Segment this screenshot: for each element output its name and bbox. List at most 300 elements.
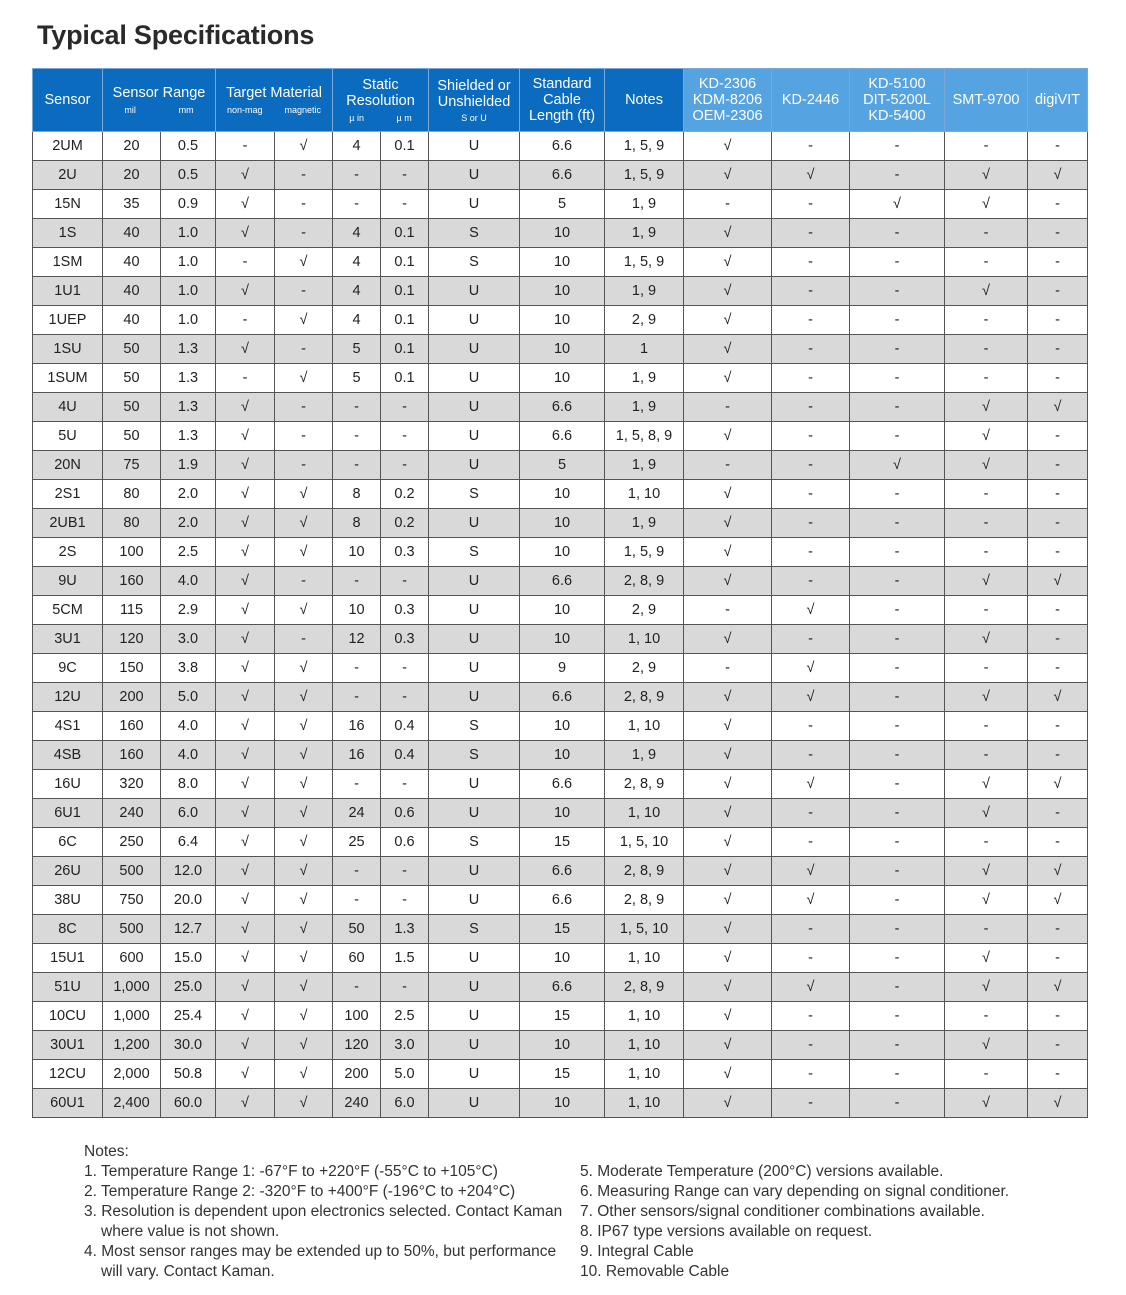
cell-magnetic: √ <box>275 712 333 741</box>
notes-heading: Notes: <box>84 1143 129 1160</box>
cell-range-mm: 60.0 <box>161 1089 216 1118</box>
cell-kd-5100: - <box>850 973 945 1002</box>
cell-kd-2446: - <box>772 306 850 335</box>
cell-shielded: U <box>429 509 520 538</box>
cell-range-mm: 1.9 <box>161 451 216 480</box>
cell-kd-2446: - <box>772 1089 850 1118</box>
cell-kd-2446: - <box>772 335 850 364</box>
notes-left <box>84 1142 564 1282</box>
cell-notes: 1, 9 <box>605 509 684 538</box>
cell-kd-5100: - <box>850 683 945 712</box>
cell-range-mil: 40 <box>103 219 161 248</box>
cell-res-uin: - <box>333 857 381 886</box>
cell-nonmag: √ <box>216 422 275 451</box>
table-row <box>33 596 1088 625</box>
cell-kd-2446: √ <box>772 654 850 683</box>
table-row <box>33 770 1088 799</box>
cell-shielded: U <box>429 596 520 625</box>
cell-shielded: U <box>429 625 520 654</box>
cell-res-uin: 4 <box>333 132 381 161</box>
note-8: 8. IP67 type versions available on request. <box>580 1223 873 1240</box>
cell-res-um: 3.0 <box>381 1031 429 1060</box>
cell-range-mm: 1.3 <box>161 422 216 451</box>
header-cable-length: Standard Cable Length (ft) <box>520 69 605 132</box>
cell-cable-length: 5 <box>520 190 605 219</box>
cell-res-um: - <box>381 770 429 799</box>
cell-sensor: 15N <box>33 190 103 219</box>
cell-res-uin: - <box>333 683 381 712</box>
cell-notes: 1, 9 <box>605 393 684 422</box>
cell-notes: 1, 10 <box>605 480 684 509</box>
cell-nonmag: √ <box>216 393 275 422</box>
cell-smt-9700: - <box>945 480 1028 509</box>
cell-kd-5100: - <box>850 364 945 393</box>
cell-cable-length: 6.6 <box>520 567 605 596</box>
header-target-material: Target Material non-mag magnetic <box>216 69 333 132</box>
cell-notes: 1, 9 <box>605 741 684 770</box>
cell-range-mil: 1,200 <box>103 1031 161 1060</box>
cell-smt-9700: √ <box>945 190 1028 219</box>
cell-shielded: U <box>429 393 520 422</box>
cell-res-uin: 120 <box>333 1031 381 1060</box>
table-row <box>33 799 1088 828</box>
cell-range-mil: 50 <box>103 335 161 364</box>
cell-range-mm: 12.7 <box>161 915 216 944</box>
cell-kd-5100: - <box>850 596 945 625</box>
cell-res-uin: 60 <box>333 944 381 973</box>
cell-range-mil: 50 <box>103 364 161 393</box>
cell-kd-2306: - <box>684 596 772 625</box>
cell-res-um: 0.6 <box>381 799 429 828</box>
cell-res-um: 1.3 <box>381 915 429 944</box>
cell-res-uin: 8 <box>333 509 381 538</box>
cell-kd-2446: - <box>772 712 850 741</box>
cell-shielded: U <box>429 857 520 886</box>
cell-range-mil: 40 <box>103 277 161 306</box>
cell-nonmag: √ <box>216 886 275 915</box>
cell-shielded: S <box>429 741 520 770</box>
cell-kd-2306: √ <box>684 944 772 973</box>
cell-notes: 1, 5, 10 <box>605 828 684 857</box>
cell-res-um: 0.1 <box>381 335 429 364</box>
cell-nonmag: √ <box>216 654 275 683</box>
cell-kd-2306: √ <box>684 770 772 799</box>
cell-digivit: - <box>1028 364 1088 393</box>
cell-shielded: U <box>429 1031 520 1060</box>
cell-res-um: - <box>381 393 429 422</box>
cell-res-uin: - <box>333 886 381 915</box>
cell-cable-length: 10 <box>520 538 605 567</box>
cell-kd-5100: - <box>850 480 945 509</box>
cell-sensor: 51U <box>33 973 103 1002</box>
cell-nonmag: √ <box>216 219 275 248</box>
cell-range-mil: 500 <box>103 857 161 886</box>
cell-kd-2446: - <box>772 741 850 770</box>
cell-sensor: 12U <box>33 683 103 712</box>
header-smt-9700: SMT-9700 <box>945 69 1028 132</box>
cell-digivit: - <box>1028 480 1088 509</box>
table-row <box>33 451 1088 480</box>
cell-sensor: 38U <box>33 886 103 915</box>
cell-range-mm: 12.0 <box>161 857 216 886</box>
table-row <box>33 625 1088 654</box>
cell-range-mm: 4.0 <box>161 712 216 741</box>
cell-kd-2446: - <box>772 567 850 596</box>
cell-magnetic: √ <box>275 480 333 509</box>
cell-res-uin: 12 <box>333 625 381 654</box>
cell-res-um: 0.3 <box>381 596 429 625</box>
cell-kd-2306: √ <box>684 1031 772 1060</box>
cell-shielded: U <box>429 683 520 712</box>
cell-nonmag: √ <box>216 335 275 364</box>
cell-smt-9700: √ <box>945 422 1028 451</box>
cell-smt-9700: - <box>945 1060 1028 1089</box>
table-row <box>33 683 1088 712</box>
cell-res-uin: 16 <box>333 741 381 770</box>
cell-kd-5100: - <box>850 712 945 741</box>
cell-nonmag: √ <box>216 944 275 973</box>
cell-notes: 2, 9 <box>605 596 684 625</box>
cell-shielded: U <box>429 335 520 364</box>
cell-magnetic: √ <box>275 857 333 886</box>
cell-kd-2306: √ <box>684 1089 772 1118</box>
table-row <box>33 364 1088 393</box>
cell-res-uin: 5 <box>333 364 381 393</box>
cell-digivit: √ <box>1028 683 1088 712</box>
cell-res-uin: 10 <box>333 596 381 625</box>
cell-smt-9700: - <box>945 364 1028 393</box>
cell-cable-length: 15 <box>520 828 605 857</box>
cell-res-uin: 24 <box>333 799 381 828</box>
cell-kd-2446: - <box>772 538 850 567</box>
cell-range-mm: 30.0 <box>161 1031 216 1060</box>
table-row <box>33 973 1088 1002</box>
table-row <box>33 712 1088 741</box>
cell-sensor: 1SUM <box>33 364 103 393</box>
cell-shielded: U <box>429 277 520 306</box>
cell-kd-5100: - <box>850 1002 945 1031</box>
cell-cable-length: 6.6 <box>520 973 605 1002</box>
cell-kd-2306: - <box>684 451 772 480</box>
cell-cable-length: 10 <box>520 509 605 538</box>
cell-sensor: 3U1 <box>33 625 103 654</box>
cell-range-mm: 3.0 <box>161 625 216 654</box>
table-header-row <box>33 69 1088 132</box>
cell-nonmag: √ <box>216 770 275 799</box>
cell-magnetic: √ <box>275 799 333 828</box>
cell-res-uin: 50 <box>333 915 381 944</box>
cell-digivit: - <box>1028 306 1088 335</box>
cell-smt-9700: √ <box>945 857 1028 886</box>
cell-res-uin: - <box>333 190 381 219</box>
table-row <box>33 480 1088 509</box>
cell-kd-2446: √ <box>772 596 850 625</box>
cell-range-mm: 4.0 <box>161 567 216 596</box>
cell-range-mm: 1.3 <box>161 335 216 364</box>
cell-nonmag: √ <box>216 480 275 509</box>
cell-cable-length: 6.6 <box>520 886 605 915</box>
cell-nonmag: √ <box>216 799 275 828</box>
table-row <box>33 567 1088 596</box>
cell-range-mil: 120 <box>103 625 161 654</box>
cell-smt-9700: √ <box>945 944 1028 973</box>
cell-cable-length: 10 <box>520 1031 605 1060</box>
cell-range-mm: 2.0 <box>161 480 216 509</box>
cell-notes: 1, 9 <box>605 364 684 393</box>
cell-shielded: U <box>429 944 520 973</box>
cell-kd-5100: - <box>850 422 945 451</box>
cell-nonmag: √ <box>216 712 275 741</box>
cell-notes: 2, 8, 9 <box>605 683 684 712</box>
cell-magnetic: √ <box>275 306 333 335</box>
cell-kd-2306: √ <box>684 625 772 654</box>
cell-kd-5100: - <box>850 509 945 538</box>
cell-smt-9700: √ <box>945 973 1028 1002</box>
cell-res-um: - <box>381 190 429 219</box>
cell-shielded: U <box>429 1002 520 1031</box>
note-3: 3. Resolution is dependent upon electronics selected. Contact Kaman where value is not shown. <box>84 1203 563 1240</box>
cell-nonmag: √ <box>216 683 275 712</box>
cell-kd-5100: - <box>850 248 945 277</box>
table-row <box>33 248 1088 277</box>
cell-kd-2446: - <box>772 451 850 480</box>
cell-shielded: U <box>429 799 520 828</box>
cell-magnetic: - <box>275 219 333 248</box>
table-row <box>33 306 1088 335</box>
notes-right <box>580 1162 1100 1282</box>
cell-range-mil: 320 <box>103 770 161 799</box>
cell-kd-2306: √ <box>684 799 772 828</box>
cell-sensor: 6U1 <box>33 799 103 828</box>
cell-kd-2446: - <box>772 915 850 944</box>
cell-shielded: S <box>429 828 520 857</box>
cell-kd-2446: - <box>772 219 850 248</box>
cell-kd-5100: - <box>850 277 945 306</box>
cell-nonmag: √ <box>216 1089 275 1118</box>
cell-res-uin: - <box>333 451 381 480</box>
cell-kd-5100: - <box>850 306 945 335</box>
table-row <box>33 1002 1088 1031</box>
cell-kd-2306: √ <box>684 248 772 277</box>
cell-range-mil: 750 <box>103 886 161 915</box>
cell-digivit: - <box>1028 219 1088 248</box>
cell-res-um: - <box>381 161 429 190</box>
cell-kd-2446: - <box>772 422 850 451</box>
cell-notes: 1, 10 <box>605 1089 684 1118</box>
cell-res-uin: 240 <box>333 1089 381 1118</box>
cell-cable-length: 10 <box>520 219 605 248</box>
cell-kd-5100: √ <box>850 451 945 480</box>
cell-nonmag: √ <box>216 190 275 219</box>
cell-range-mm: 6.0 <box>161 799 216 828</box>
cell-smt-9700: - <box>945 335 1028 364</box>
cell-shielded: S <box>429 538 520 567</box>
cell-shielded: U <box>429 1060 520 1089</box>
cell-res-uin: - <box>333 422 381 451</box>
cell-smt-9700: √ <box>945 451 1028 480</box>
cell-cable-length: 6.6 <box>520 393 605 422</box>
header-kd-5100: KD-5100 DIT-5200L KD-5400 <box>850 69 945 132</box>
cell-kd-2306: √ <box>684 277 772 306</box>
cell-notes: 1, 5, 9 <box>605 132 684 161</box>
cell-shielded: U <box>429 132 520 161</box>
cell-smt-9700: - <box>945 1002 1028 1031</box>
cell-smt-9700: - <box>945 654 1028 683</box>
cell-kd-2306: - <box>684 190 772 219</box>
cell-magnetic: - <box>275 335 333 364</box>
cell-kd-5100: - <box>850 567 945 596</box>
cell-digivit: - <box>1028 712 1088 741</box>
header-notes: Notes <box>605 69 684 132</box>
cell-sensor: 15U1 <box>33 944 103 973</box>
cell-shielded: S <box>429 219 520 248</box>
cell-sensor: 8C <box>33 915 103 944</box>
cell-kd-2446: - <box>772 1031 850 1060</box>
table-row <box>33 1089 1088 1118</box>
cell-range-mil: 50 <box>103 393 161 422</box>
cell-res-uin: 5 <box>333 335 381 364</box>
cell-nonmag: √ <box>216 973 275 1002</box>
cell-kd-2306: √ <box>684 161 772 190</box>
cell-kd-5100: - <box>850 857 945 886</box>
cell-range-mil: 20 <box>103 132 161 161</box>
cell-cable-length: 10 <box>520 596 605 625</box>
cell-magnetic: √ <box>275 1031 333 1060</box>
cell-kd-2306: √ <box>684 509 772 538</box>
cell-notes: 1, 9 <box>605 219 684 248</box>
cell-range-mm: 8.0 <box>161 770 216 799</box>
cell-kd-5100: - <box>850 219 945 248</box>
table-row <box>33 1060 1088 1089</box>
cell-res-um: 0.1 <box>381 248 429 277</box>
cell-range-mil: 250 <box>103 828 161 857</box>
cell-res-um: 0.3 <box>381 625 429 654</box>
cell-magnetic: √ <box>275 654 333 683</box>
cell-kd-5100: - <box>850 915 945 944</box>
cell-range-mil: 1,000 <box>103 1002 161 1031</box>
cell-shielded: U <box>429 451 520 480</box>
cell-magnetic: √ <box>275 915 333 944</box>
cell-range-mm: 3.8 <box>161 654 216 683</box>
cell-range-mm: 5.0 <box>161 683 216 712</box>
cell-kd-2446: - <box>772 132 850 161</box>
cell-nonmag: √ <box>216 538 275 567</box>
cell-range-mil: 200 <box>103 683 161 712</box>
cell-digivit: √ <box>1028 1089 1088 1118</box>
cell-kd-2306: √ <box>684 567 772 596</box>
cell-cable-length: 6.6 <box>520 161 605 190</box>
cell-kd-2306: √ <box>684 306 772 335</box>
cell-shielded: U <box>429 422 520 451</box>
cell-kd-2306: √ <box>684 1060 772 1089</box>
cell-notes: 1, 10 <box>605 712 684 741</box>
cell-smt-9700: √ <box>945 277 1028 306</box>
cell-kd-5100: - <box>850 393 945 422</box>
cell-cable-length: 6.6 <box>520 683 605 712</box>
cell-smt-9700: √ <box>945 1031 1028 1060</box>
header-static-resolution: Static Resolution µ in µ m <box>333 69 429 132</box>
cell-shielded: U <box>429 770 520 799</box>
cell-digivit: - <box>1028 422 1088 451</box>
cell-magnetic: √ <box>275 886 333 915</box>
cell-res-um: 5.0 <box>381 1060 429 1089</box>
cell-smt-9700: - <box>945 306 1028 335</box>
cell-res-um: - <box>381 857 429 886</box>
cell-cable-length: 10 <box>520 741 605 770</box>
cell-sensor: 2UM <box>33 132 103 161</box>
header-sensor-range: Sensor Range mil mm <box>103 69 216 132</box>
cell-notes: 2, 9 <box>605 306 684 335</box>
cell-sensor: 4U <box>33 393 103 422</box>
cell-kd-5100: - <box>850 886 945 915</box>
cell-range-mil: 115 <box>103 596 161 625</box>
cell-notes: 1, 9 <box>605 277 684 306</box>
cell-smt-9700: - <box>945 509 1028 538</box>
table-row <box>33 538 1088 567</box>
cell-cable-length: 10 <box>520 944 605 973</box>
cell-sensor: 12CU <box>33 1060 103 1089</box>
cell-notes: 2, 8, 9 <box>605 857 684 886</box>
note-10: 10. Removable Cable <box>580 1263 730 1280</box>
cell-digivit: - <box>1028 741 1088 770</box>
header-shielded: Shielded or Unshielded S or U <box>429 69 520 132</box>
cell-cable-length: 5 <box>520 451 605 480</box>
cell-kd-2446: √ <box>772 770 850 799</box>
cell-magnetic: √ <box>275 973 333 1002</box>
cell-notes: 1, 10 <box>605 799 684 828</box>
cell-notes: 1, 9 <box>605 451 684 480</box>
cell-kd-5100: - <box>850 799 945 828</box>
cell-magnetic: √ <box>275 1089 333 1118</box>
cell-kd-2306: - <box>684 393 772 422</box>
cell-nonmag: √ <box>216 1060 275 1089</box>
cell-kd-2306: √ <box>684 828 772 857</box>
cell-res-uin: 8 <box>333 480 381 509</box>
cell-magnetic: - <box>275 190 333 219</box>
cell-digivit: - <box>1028 654 1088 683</box>
cell-kd-2306: - <box>684 654 772 683</box>
cell-res-um: 0.1 <box>381 364 429 393</box>
cell-nonmag: - <box>216 132 275 161</box>
table-body <box>33 132 1088 1118</box>
cell-cable-length: 15 <box>520 915 605 944</box>
table-row <box>33 393 1088 422</box>
cell-sensor: 1S <box>33 219 103 248</box>
cell-kd-2446: - <box>772 364 850 393</box>
cell-magnetic: √ <box>275 509 333 538</box>
note-4: 4. Most sensor ranges may be extended up to 50%, but performance will vary. Contact Kaman. <box>84 1243 557 1280</box>
cell-kd-5100: - <box>850 132 945 161</box>
cell-cable-length: 10 <box>520 335 605 364</box>
cell-smt-9700: - <box>945 741 1028 770</box>
cell-res-um: 2.5 <box>381 1002 429 1031</box>
cell-magnetic: √ <box>275 364 333 393</box>
cell-smt-9700: - <box>945 538 1028 567</box>
cell-range-mm: 0.9 <box>161 190 216 219</box>
cell-kd-2446: √ <box>772 161 850 190</box>
cell-kd-2306: √ <box>684 335 772 364</box>
cell-smt-9700: - <box>945 596 1028 625</box>
cell-kd-5100: - <box>850 1031 945 1060</box>
cell-sensor: 2UB1 <box>33 509 103 538</box>
cell-range-mm: 25.4 <box>161 1002 216 1031</box>
table-row <box>33 1031 1088 1060</box>
cell-kd-2306: √ <box>684 422 772 451</box>
cell-magnetic: - <box>275 451 333 480</box>
cell-cable-length: 10 <box>520 799 605 828</box>
cell-magnetic: √ <box>275 944 333 973</box>
cell-notes: 1, 10 <box>605 1060 684 1089</box>
